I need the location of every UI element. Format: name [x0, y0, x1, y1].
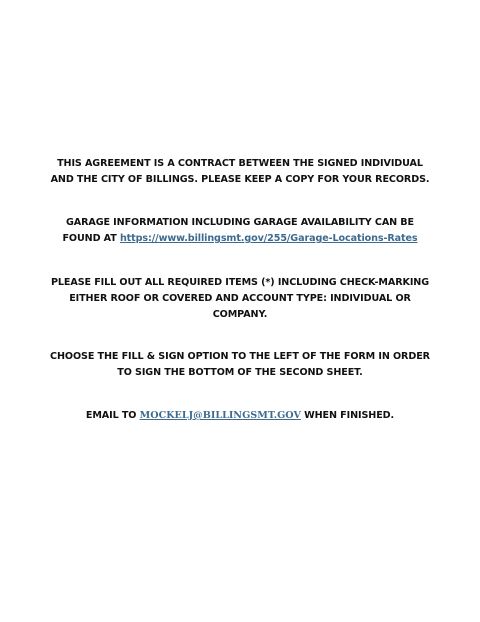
required-items-line-3: COMPANY. — [212, 309, 268, 320]
agreement-notice-line-1: THIS AGREEMENT IS A CONTRACT BETWEEN THE SIGNED INDIVIDUAL — [57, 158, 423, 169]
fill-sign-line-1: CHOOSE THE FILL & SIGN OPTION TO THE LEFT OF THE FORM IN ORDER — [50, 351, 430, 362]
email-notice — [40, 408, 440, 424]
required-items-notice — [40, 275, 440, 323]
email-suffix: WHEN FINISHED. — [300, 410, 395, 421]
required-items-line-2: EITHER ROOF OR COVERED AND ACCOUNT TYPE: INDIVIDUAL OR — [69, 293, 411, 304]
garage-info-prefix: FOUND AT — [62, 233, 120, 244]
email-link[interactable]: MOCKELJ@BILLINGSMT.GOV — [139, 410, 301, 421]
garage-locations-link[interactable]: https://www.billingsmt.gov/255/Garage-Locations-Rates — [119, 233, 418, 244]
fill-sign-notice — [40, 349, 440, 381]
required-items-line-1: PLEASE FILL OUT ALL REQUIRED ITEMS (*) INCLUDING CHECK-MARKING — [50, 277, 430, 288]
agreement-notice-line-2: AND THE CITY OF BILLINGS. PLEASE KEEP A COPY FOR YOUR RECORDS. — [50, 174, 430, 185]
garage-info-notice — [40, 215, 440, 247]
email-prefix: EMAIL TO — [85, 410, 140, 421]
garage-info-line-1: GARAGE INFORMATION INCLUDING GARAGE AVAILABILITY CAN BE — [66, 217, 414, 228]
agreement-notice — [40, 156, 440, 188]
fill-sign-line-2: TO SIGN THE BOTTOM OF THE SECOND SHEET. — [117, 367, 363, 378]
